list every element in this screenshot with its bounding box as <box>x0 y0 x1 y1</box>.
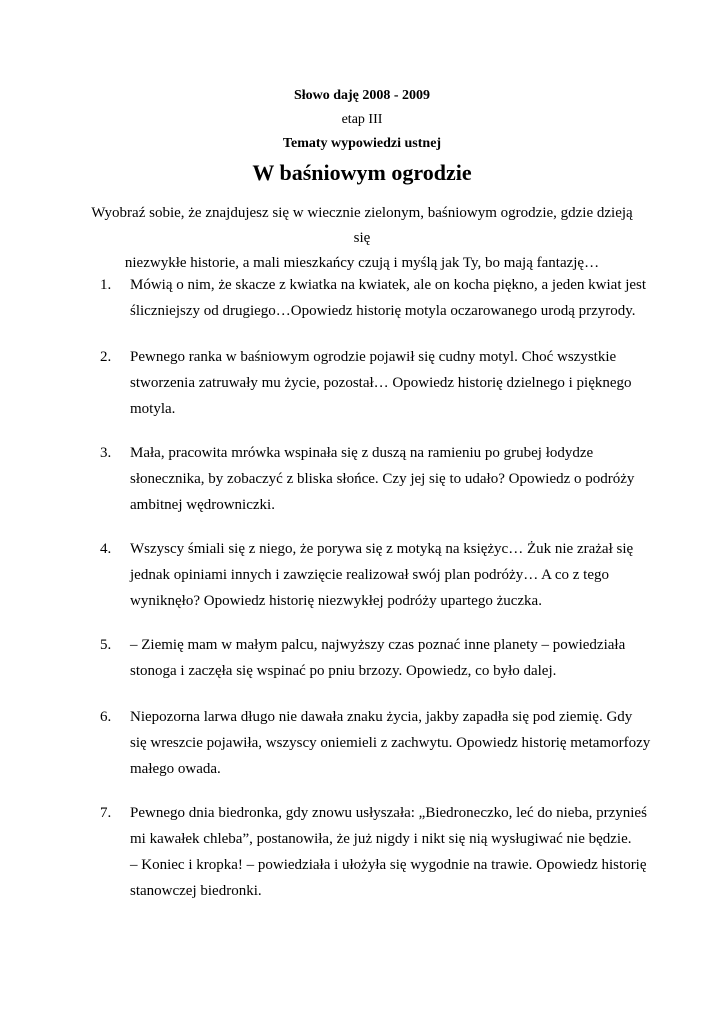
intro-line: Wyobraź sobie, że znajdujesz się w wiecznie zielonym, baśniowym ogrodzie, gdzie dzieją się <box>91 205 633 246</box>
list-item-line: Pewnego dnia biedronka, gdy znowu usłyszała: „Biedroneczko, leć do nieba, przynieś <box>130 805 647 821</box>
list-item-line: śliczniejszy od drugiego…Opowiedz historię motyla oczarowanego urodą przyrody. <box>130 303 636 319</box>
list-item-line: Niepozorna larwa długo nie dawała znaku życia, jakby zapadła się pod ziemię. Gdy <box>130 709 633 725</box>
list-item-line: – Koniec i kropka! – powiedziała i ułożyła się wygodnie na trawie. Opowiedz historię <box>130 857 647 873</box>
list-item-line: Wszyscy śmiali się z niego, że porywa się z motyką na księżyc… Żuk nie zrażał się <box>130 541 634 557</box>
list-item-line: – Ziemię mam w małym palcu, najwyższy czas poznać inne planety – powiedziała <box>130 637 626 653</box>
list-item-line: Mówią o nim, że skacze z kwiatka na kwiatek, ale on kocha piękno, a jeden kwiat jest <box>130 277 647 293</box>
list-item-number: 2. <box>100 349 112 365</box>
list-item-line: słonecznika, by zobaczyć z bliska słońce. Czy jej się to udało? Opowiedz o podróży <box>130 471 635 487</box>
list-item-line: stworzenia zatruwały mu życie, pozostał… Opowiedz historię dzielnego i pięknego <box>130 375 632 391</box>
list-item-number: 5. <box>100 637 112 653</box>
intro-line: niezwykłe historie, a mali mieszkańcy czują i myślą jak Ty, bo mają fantazję… <box>124 255 600 271</box>
list-item-number: 1. <box>100 277 112 293</box>
list-item-line: wyniknęło? Opowiedz historię niezwykłej podróży upartego żuczka. <box>130 593 542 609</box>
list-item-text <box>130 536 650 614</box>
list-item-line: jednak opiniami innych i zawzięcie realizował swój plan podróży… A co z tego <box>130 567 610 583</box>
list-item-number: 3. <box>100 445 112 461</box>
contest-title: Słowo daję 2008 - 2009 <box>293 88 431 103</box>
list-item-line: stonoga i zaczęła się wspinać po pniu brzozy. Opowiedz, co było dalej. <box>130 663 557 679</box>
list-item-line: ambitnej wędrowniczki. <box>130 497 275 513</box>
stage-label: etap III <box>341 112 383 127</box>
list-item-text <box>130 440 650 518</box>
list-item-number: 7. <box>100 805 112 821</box>
list-item-text <box>130 800 650 904</box>
list-item-number: 6. <box>100 709 112 725</box>
intro-paragraph <box>82 201 642 276</box>
list-item-number: 4. <box>100 541 112 557</box>
page-title: W baśniowym ogrodzie <box>252 160 472 185</box>
list-item-text <box>130 632 650 684</box>
list-item-line: się wreszcie pojawiła, wszyscy oniemieli z zachwytu. Opowiedz historię metamorfozy <box>130 735 651 751</box>
list-item-line: mi kawałek chleba”, postanowiła, że już nigdy i nikt się nią wysługiwać nie będzie. <box>130 831 632 847</box>
list-item-line: stanowczej biedronki. <box>130 883 262 899</box>
list-item-line: motyla. <box>130 401 176 417</box>
list-item-line: małego owada. <box>130 761 221 777</box>
list-item-text <box>130 344 650 422</box>
list-item-line: Mała, pracowita mrówka wspinała się z duszą na ramieniu po grubej łodydze <box>130 445 594 461</box>
list-item-text <box>130 272 650 324</box>
list-item-line: Pewnego ranka w baśniowym ogrodzie pojawił się cudny motyl. Choć wszystkie <box>130 349 617 365</box>
list-item-text <box>130 704 650 782</box>
section-heading: Tematy wypowiedzi ustnej <box>282 136 442 151</box>
